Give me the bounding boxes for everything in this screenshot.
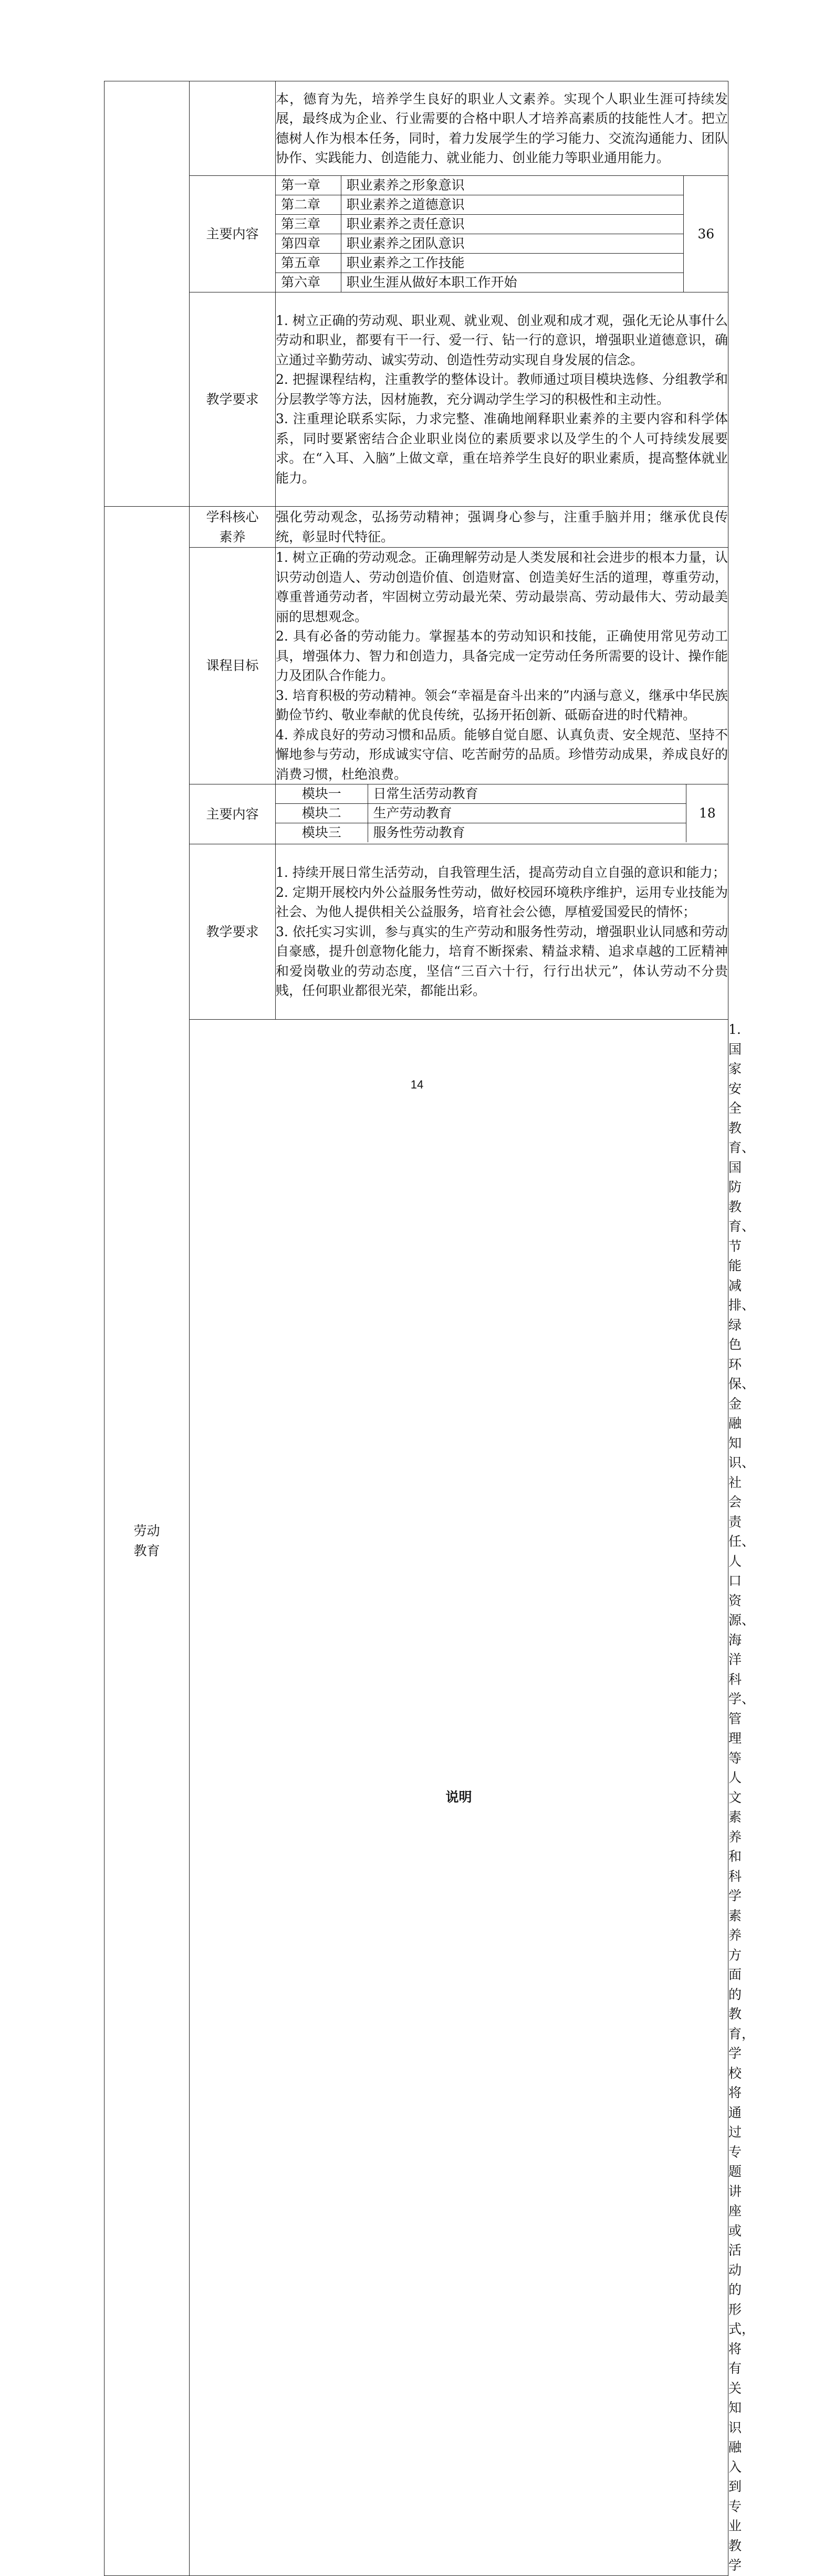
teaching-item: 3. 注重理论联系实际，力求完整、准确地阐释职业素养的主要内容和科学体系，同时要紧密结合企业职业岗位的素质要求以及学生的个人可持续发展要求。在“入耳、入脑”上做文章，重在培养学生良好的职业素质，提高整体就业能力。 xyxy=(276,411,728,486)
chapter-title: 职业生涯从做好本职工作开始 xyxy=(341,273,683,292)
chapter-title: 职业素养之团队意识 xyxy=(341,234,683,254)
chapter-row xyxy=(276,234,728,254)
labor-teaching-text xyxy=(276,844,728,1020)
module-row xyxy=(276,784,728,804)
chapter-row xyxy=(276,195,728,215)
labor-teaching-row xyxy=(105,844,728,1020)
module-row xyxy=(276,823,728,843)
chapter-row xyxy=(276,176,728,195)
chapter-number: 第六章 xyxy=(276,273,341,292)
chapter-number: 第五章 xyxy=(276,254,341,273)
core-literacy-text: 强化劳动观念，弘扬劳动精神；强调身心参与，注重手脑并用；继承优良传统，彰显时代特征。 xyxy=(276,507,728,548)
core-literacy-label: 学科核心素养 xyxy=(190,507,276,548)
teaching-item: 2. 定期开展校内外公益服务性劳动，做好校园环境秩序维护，运用专业技能为社会、为他人提供相关公益服务，培育社会公德，厚植爱国爱民的情怀； xyxy=(276,884,728,920)
teaching-item: 1. 持续开展日常生活劳动，自我管理生活，提高劳动自立自强的意识和能力； xyxy=(276,865,726,881)
module-title: 服务性劳动教育 xyxy=(368,823,686,843)
chapter-title: 职业素养之工作技能 xyxy=(341,254,683,273)
chapter-row xyxy=(276,215,728,234)
chapter-row xyxy=(276,273,728,292)
labor-teaching-label: 教学要求 xyxy=(190,844,276,1020)
module-number: 模块一 xyxy=(276,784,368,804)
course-goals-label: 课程目标 xyxy=(190,548,276,784)
chapter-title: 职业素养之道德意识 xyxy=(341,195,683,215)
course-name-cell-empty xyxy=(105,81,190,507)
objective-row xyxy=(105,81,728,176)
module-number: 模块二 xyxy=(276,804,368,823)
chapter-number: 第四章 xyxy=(276,234,341,254)
hours-value: 18 xyxy=(686,784,728,842)
notes-label: 说明 xyxy=(190,1020,728,2576)
chapter-number: 第三章 xyxy=(276,215,341,234)
teaching-item: 1. 树立正确的劳动观、职业观、就业观、创业观和成才观，强化无论从事什么劳动和职业，都要有干一行、爱一行、钻一行的意识，增强职业道德意识，确立通过辛勤劳动、诚实劳动、创造性劳动实现自身发展的信念。 xyxy=(276,312,728,368)
curriculum-table xyxy=(104,81,755,2576)
chapter-table xyxy=(276,176,728,292)
chapter-row xyxy=(276,254,728,273)
course-name-labor: 劳动教育 xyxy=(105,507,190,2576)
course-goals-row xyxy=(105,548,728,784)
labor-main-content-row xyxy=(105,784,728,844)
teaching-item: 3. 依托实习实训，参与真实的生产劳动和服务性劳动，增强职业认同感和劳动自豪感，提升创意物化能力，培育不断探索、精益求精、追求卓越的工匠精神和爱岗敬业的劳动态度，坚信“三百六十行，行行出状元”，体认劳动不分贵贱，任何职业都很光荣，都能出彩。 xyxy=(276,924,728,999)
objective-text: 本，德育为先，培养学生良好的职业人文素养。实现个人职业生涯可持续发展，最终成为企业、行业需要的合格中职人才培养高素质的技能性人才。把立德树人作为根本任务，同时，着力发展学生的学习能力、交流沟通能力、团队协作、实践能力、创造能力、就业能力、创业能力等职业通用能力。 xyxy=(276,81,728,176)
teaching-text xyxy=(276,292,728,507)
goal-item: 4. 养成良好的劳动习惯和品质。能够自觉自愿、认真负责、安全规范、坚持不懈地参与劳动，形成诚实守信、吃苦耐劳的品质。珍惜劳动成果，养成良好的消费习惯，杜绝浪费。 xyxy=(276,727,728,782)
core-literacy-row xyxy=(105,507,728,548)
objective-label-cell-empty xyxy=(190,81,276,176)
module-number: 模块三 xyxy=(276,823,368,843)
goal-item: 3. 培育积极的劳动精神。领会“幸福是奋斗出来的”内涵与意义，继承中华民族勤俭节约、敬业奉献的优良传统，弘扬开拓创新、砥砺奋进的时代精神。 xyxy=(276,687,728,722)
teaching-row xyxy=(105,292,728,507)
goal-item: 1. 树立正确的劳动观念。正确理解劳动是人类发展和社会进步的根本力量，认识劳动创造人、劳动创造价值、创造财富、创造美好生活的道理，尊重劳动，尊重普通劳动者，牢固树立劳动最光荣、劳动最崇高、劳动最伟大、劳动最美丽的思想观念。 xyxy=(276,550,728,624)
chapter-number: 第一章 xyxy=(276,176,341,195)
notes-row: 说明 1. 国家安全教育、国防教育、节能减排、绿色环保、金融知识、社会责任、人口资源、海洋科学、管理等人文素养和科学素养方面的教育，学校将通过专题讲座或活动的形式，将有关知识融入到专业教学 xyxy=(105,1020,728,2576)
module-title: 生产劳动教育 xyxy=(368,804,686,823)
page-number: 14 xyxy=(410,1078,424,1091)
module-title: 日常生活劳动教育 xyxy=(368,784,686,804)
module-list-cell xyxy=(276,784,728,844)
chapter-list-cell xyxy=(276,176,728,292)
chapter-number: 第二章 xyxy=(276,195,341,215)
module-row xyxy=(276,804,728,823)
teaching-item: 2. 把握课程结构，注重教学的整体设计。教师通过项目模块选修、分组教学和分层教学等方法，因材施教，充分调动学生学习的积极性和主动性。 xyxy=(276,372,728,407)
labor-main-content-label: 主要内容 xyxy=(190,784,276,844)
main-content-row xyxy=(105,176,728,292)
module-table xyxy=(276,784,728,842)
hours-value: 36 xyxy=(683,176,728,292)
chapter-title: 职业素养之形象意识 xyxy=(341,176,683,195)
teaching-label: 教学要求 xyxy=(190,292,276,507)
course-goals-text xyxy=(276,548,728,784)
main-content-label: 主要内容 xyxy=(190,176,276,292)
goal-item: 2. 具有必备的劳动能力。掌握基本的劳动知识和技能，正确使用常见劳动工具，增强体力、智力和创造力，具备完成一定劳动任务所需要的设计、操作能力及团队合作能力。 xyxy=(276,629,728,683)
chapter-title: 职业素养之责任意识 xyxy=(341,215,683,234)
